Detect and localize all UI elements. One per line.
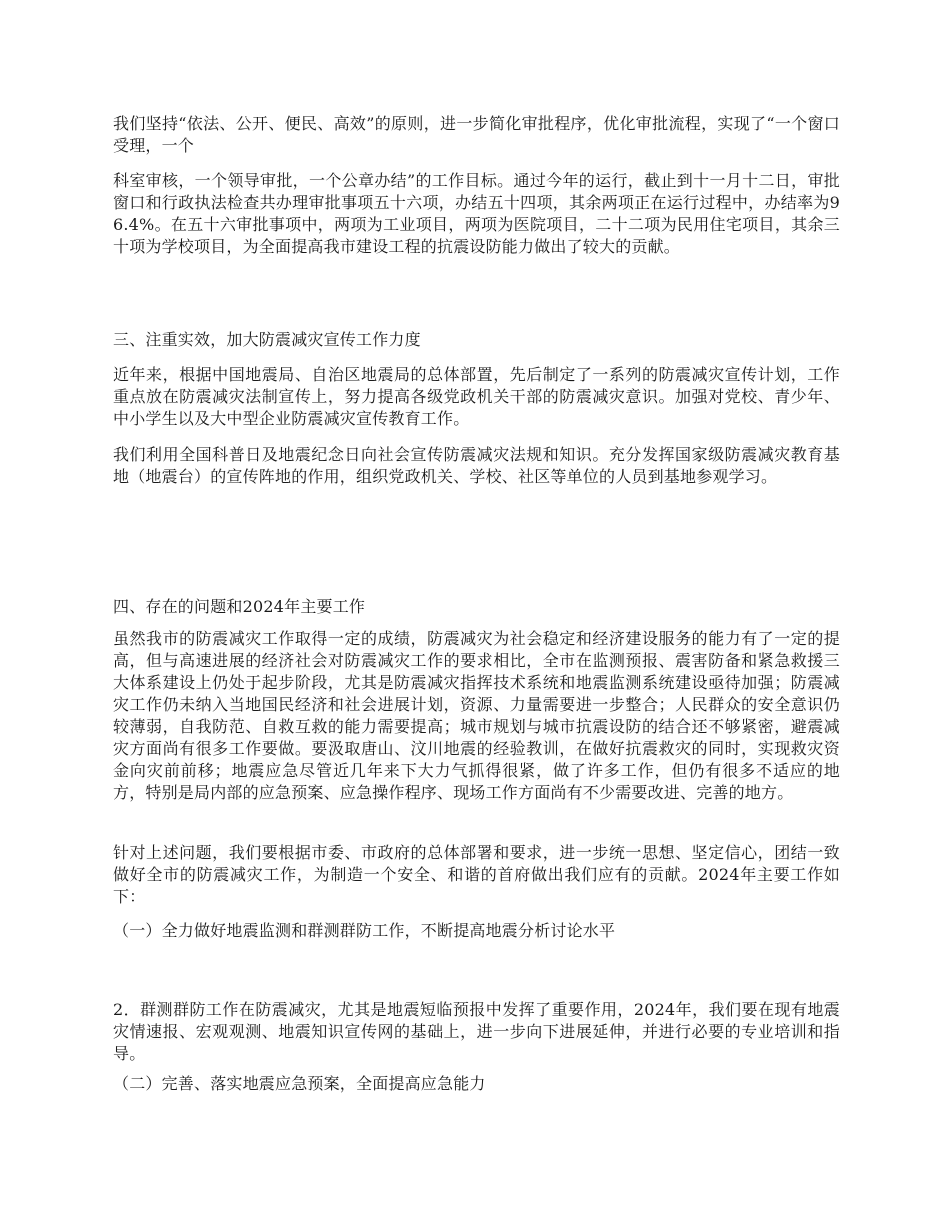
paragraph-approval-principle: 我们坚持“依法、公开、便民、高效”的原则，进一步简化审批程序，优化审批流程，实现了“一个窗口受理，一个 [113, 114, 840, 155]
paragraph-science-day: 我们利用全国科普日及地震纪念日向社会宣传防震减灾法规和知识。充分发挥国家级防震减灾教育基地（地震台）的宣传阵地的作用，组织党政机关、学校、社区等单位的人员到基地参观学习。 [113, 445, 840, 486]
section-heading-three: 三、注重实效，加大防震减灾宣传工作力度 [113, 330, 421, 349]
paragraph-approval-results: 科室审核，一个领导审批，一个公章办结”的工作目标。通过今年的运行，截止到十一月十二日，审批窗口和行政执法检查共办理审批事项五十六项，办结五十四项，其余两项正在运行过程中，办结率为96.4%。在五十六审批事项中，两项为工业项目，两项为医院项目，二十二项为民用住宅项目，其余三十项为学校项目，为全面提高我市建设工程的抗震设防能力做出了较大的贡献。 [113, 171, 840, 256]
section-heading-four: 四、存在的问题和2024年主要工作 [113, 597, 366, 616]
paragraph-publicity-plan: 近年来，根据中国地震局、自治区地震局的总体部置，先后制定了一系列的防震减灾宣传计划，工作重点放在防震减灾法制宣传上，努力提高各级党政机关干部的防震减灾意识。加强对党校、青少年、中小学生以及大中型企业防震减灾宣传教育工作。 [113, 365, 840, 428]
subheading-emergency-plan: （二）完善、落实地震应急预案，全面提高应急能力 [113, 1074, 486, 1093]
paragraph-mass-monitoring: 2．群测群防工作在防震减灾，尤其是地震短临预报中发挥了重要作用，2024年，我们要在现有地震灾情速报、宏观观测、地震知识宣传网的基础上，进一步向下进展延伸，并进行必要的专业培训和指导。 [113, 1000, 840, 1063]
paragraph-existing-problems: 虽然我市的防震减灾工作取得一定的成绩，防震减灾为社会稳定和经济建设服务的能力有了一定的提高，但与高速进展的经济社会对防震减灾工作的要求相比，全市在监测预报、震害防备和紧急救援三大体系建设上仍处于起步阶段，尤其是防震减灾指挥技术系统和地震监测系统建设亟待加强；防震减灾工作仍未纳入当地国民经济和社会进展计划，资源、力量需要进一步整合；人民群众的安全意识仍较薄弱，自我防范、自救互救的能力需要提高；城市规划与城市抗震设防的结合还不够紧密，避震减灾方面尚有很多工作要做。要汲取唐山、汶川地震的经验教训，在做好抗震救灾的同时，实现救灾资金向灾前前移；地震应急尽管近几年来下大力气抓得很紧，做了许多工作，但仍有很多不适应的地方，特别是局内部的应急预案、应急操作程序、现场工作方面尚有不少需要改进、完善的地方。 [113, 629, 840, 802]
subheading-monitoring: （一）全力做好地震监测和群测群防工作，不断提高地震分析讨论水平 [113, 921, 616, 940]
paragraph-main-work-intro: 针对上述问题，我们要根据市委、市政府的总体部署和要求，进一步统一思想、坚定信心，团结一致做好全市的防震减灾工作，为制造一个安全、和谐的首府做出我们应有的贡献。2024年主要工作如下： [113, 843, 840, 906]
